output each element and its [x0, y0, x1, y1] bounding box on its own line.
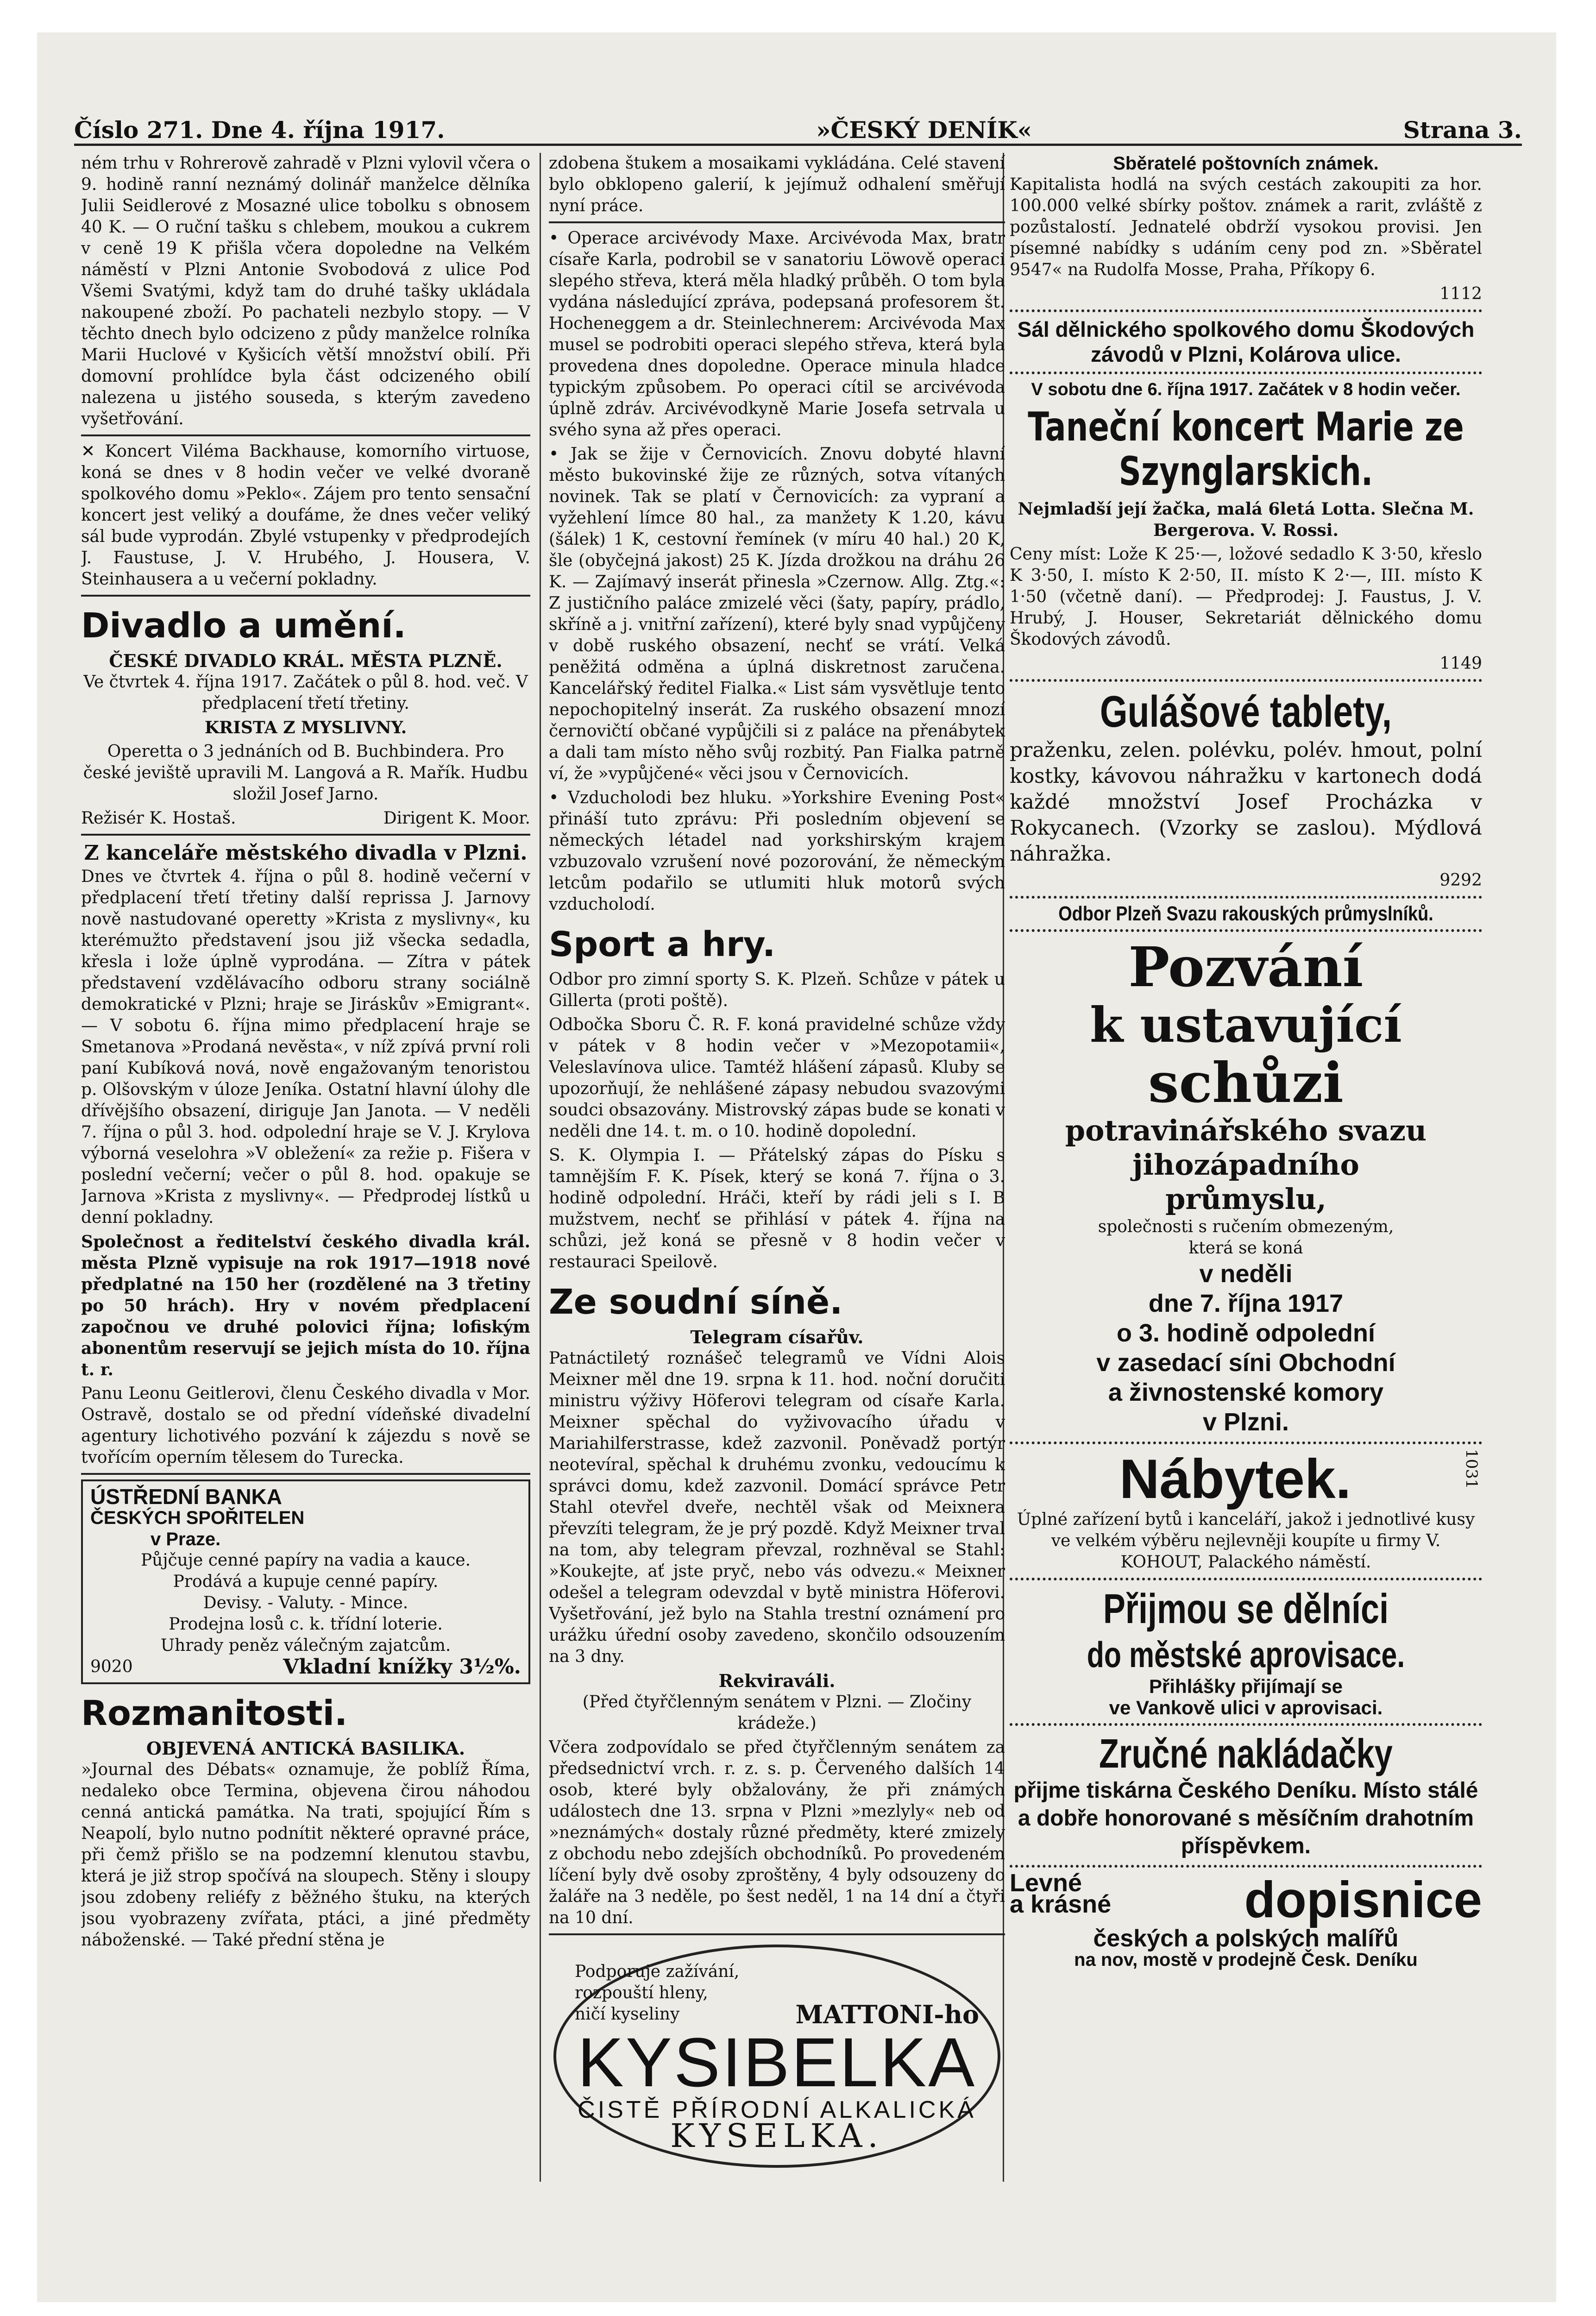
article-heading: Telegram císařův. — [690, 1327, 864, 1347]
bank-service-line: Devisy. - Valuty. - Mince. — [203, 1593, 408, 1612]
bank-service-line: Půjčuje cenné papíry na vadia a kauce. — [140, 1551, 471, 1570]
article-heading: OBJEVENÁ ANTICKÁ BASILIKA. — [146, 1738, 465, 1759]
theatre-name: ČESKÉ DIVADLO KRÁL. MĚSTA PLZNĚ. — [109, 650, 503, 671]
divider — [81, 595, 530, 597]
divider — [1010, 896, 1482, 899]
divider — [1010, 1723, 1482, 1726]
ad-bottom: KYSELKA. — [670, 2117, 884, 2155]
bank-city: v Praze. — [151, 1529, 221, 1549]
page-header — [74, 111, 1522, 146]
postcards-line: Levné — [1010, 1869, 1082, 1897]
column-1 — [81, 153, 530, 2176]
loaders-text: přijme tiskárna Českého Deníku. Místo stálé a dobře honorované s měsíčním drahotním příspěvkem. — [1013, 1778, 1478, 1858]
ad-claims — [575, 1961, 739, 2025]
divider — [81, 434, 530, 436]
concert-date: V sobotu dne 6. října 1917. Začátek v 8 hodin večer. — [1031, 380, 1461, 399]
article-text: • Operace arcivévody Maxe. Arcivévoda Max, bratr císaře Karla, podrobil se v sanatoriu Löwově operaci slepého střeva, která měla hladký průběh. O tom byla vydána následující zpráva, podepsaná profesorem št. Hocheneggem a dr. Steinlechnerem: Arcivévoda Max musel se podrobiti operaci slepého střeva, která byla provedena dnes dopoledne. Operace minula hladce typickým způsobem. Po operaci cítil se arcivévoda úplně zdráv. Arcivévodkyně Marie Josefa setrvala u svého syna až přes operaci. — [549, 229, 1005, 440]
article-text: Patnáctiletý roznášeč telegramů ve Vídni Alois Meixner měl dne 19. srpna k 11. hod. noční doručiti ministru výživy Höferovi telegram od císaře Karla. Meixner spěchal do vyživovacího úřadu v Mariahilferstrasse, kdež zazvonil. Poněvadž portýr neotevíral, spěchal k druhému zvonku, vedoucímu k správci domu, kdež zazvonil. Domácí správce Petr Stahl otevřel dveře, nechtěl však od Meixnera převzíti telegram, že je prý pozdě. Když Meixner trval na tom, aby telegram převzal, rozhněval se Stahl: »Koukejte, ať jste pryč, nebo vás odvezu.« Meixner odešel a telegram odevzdal v bytě ministra Höferovi. Vyšetřování, jež bylo na Stahla trestní oznámení pro urážku úřední osoby zavedeno, skončilo odsouzením na 3 dny. — [549, 1349, 1005, 1666]
column-3 — [1010, 153, 1482, 2176]
workers-title-2: do městské aprovisace. — [1087, 1634, 1405, 1675]
invitation-line: společnosti s ručením obmezeným, — [1098, 1217, 1394, 1236]
paper-title: »ČESKÝ DENÍK« — [816, 116, 1032, 144]
article-text: Panu Leonu Geitlerovi, členu Českého divadla v Mor. Ostravě, dostalo se od přední vídeňské divadelní agentury lichotivého pozvání k zájezdu s nově se tvořícím operním tělesem do Turecka. — [81, 1384, 530, 1467]
ad-number: 1149 — [1439, 654, 1482, 673]
ad-brand: MATTONI-ho — [795, 2000, 979, 2029]
column-rule — [540, 153, 541, 2182]
bank-footer — [90, 1656, 521, 1678]
bank-name-2: ČESKÝCH SPOŘITELEN — [90, 1508, 305, 1528]
workers-text: Přihlášky přijímají se — [1149, 1675, 1343, 1697]
issue-date: Číslo 271. Dne 4. října 1917. — [74, 116, 445, 144]
performance-info: Ve čtvrtek 4. října 1917. Začátek o půl 8. hod. več. V předplacení třetí třetiny. — [83, 673, 528, 713]
workers-title: Přijmou se dělníci — [1103, 1586, 1389, 1632]
credits-line — [81, 808, 530, 829]
bank-service-line: Prodává a kupuje cenné papíry. — [173, 1572, 439, 1591]
article-text: Dnes ve čtvrtek 4. října o půl 8. hodině večerní v předplacení třetí třetiny další reprissa J. Jarnovy nově nastudované operetty »Krista z myslivny«, ku kterémužto představení jsou již všecka sedadla, křesla i lože úplně vyprodána. — Zítra v pátek představení vzdělávacího odboru strany sociálně demokratické v Plzni; hraje se Jiráskův »Emigrant«. — V sobotu 6. října mimo předplacení hraje se Smetanova »Prodaná nevěsta«, v níž zpívá první roli paní Kubíková nová, nově engažovaným tenoristou p. Olšovským v úloze Jeníka. Ostatní hlavní úlohy dle dřívějšího obsazení, diriguje Jan Janota. — V neděli 7. října o půl 3. hod. odpolední hraje se V. J. Krylova výborná veselohra »V obležení« za režie p. Fišera v poslední večerní; večer o půl 8. hod. opakuje se Jarnova »Krista z myslivny«. — Předprodej lístků u denní pokladny. — [81, 867, 530, 1227]
section-heading: Ze soudní síně. — [549, 1282, 843, 1322]
bank-name: ÚSTŘEDNÍ BANKA — [90, 1485, 282, 1509]
ad-top — [575, 1961, 979, 2029]
invitation-line: Pozvání — [1128, 935, 1364, 999]
ad-number: 1112 — [1439, 284, 1482, 303]
ad-number: 9020 — [90, 1657, 133, 1676]
concert-title: Taneční koncert Marie ze Szynglarskich. — [1028, 404, 1464, 495]
invitation-line: schůzi — [1148, 1051, 1344, 1115]
invitation-line: a živnostenské komory — [1108, 1378, 1384, 1406]
invitation-line: jihozápadního — [1132, 1148, 1359, 1182]
hall-ad-title: Sál dělnického spolkového domu Škodových závodů v Plzni, Kolárova ulice. — [1017, 317, 1475, 366]
stamps-ad-text: Kapitalista hodlá na svých cestách zakoupiti za hor. 100.000 velké sbírky poštov. známek a rarit, zvláště z pozůstalostí. Jednatelé obdrží vysokou provisi. Jen písemné nabídky s udáním ceny pod zn. »Sběratel 9547« na Rudolfa Mosse, Praha, Příkopy 6. — [1010, 175, 1482, 279]
postcards-title: dopisnice — [1244, 1871, 1482, 1928]
article-text: Včera zodpovídalo se před čtyřčlenným senátem za předsednictví vrch. r. z. s. p. Červeného dalších 14 osob, které byly obžalovány, že při známých událostech dne 13. srpna v Plzni »mezlyly« neb od »neznámých« dostaly různé předměty, které zmizely z obchodu nebo zdejších obchodníků. Po provedeném líčení byly dvě osoby zproštěny, 4 byly odsouzeny do žaláře na 3 neděle, po šest neděl, 1 na 14 dní a čtyři na 10 dní. — [549, 1738, 1005, 1927]
article-text: zdobena štukem a mosaikami vykládána. Celé stavení bylo obklopeno galerií, k jejímuž odhalení směřují nyní práce. — [549, 154, 1005, 215]
divider — [1010, 679, 1482, 682]
invitation-ad — [1010, 937, 1482, 1437]
postcards-line: na nov, mostě v prodejně Česk. Deníku — [1074, 1950, 1418, 1970]
divider — [81, 1473, 530, 1475]
postcards-line: a krásné — [1010, 1890, 1112, 1918]
divider — [549, 1933, 1005, 1935]
divider — [1010, 929, 1482, 932]
bank-service-line: Uhrady peněz válečným zajatcům. — [160, 1636, 451, 1655]
ad-claim: Podporuje zažívání, — [575, 1962, 740, 1981]
director: Režisér K. Hostaš. — [81, 809, 236, 828]
section-heading: Sport a hry. — [549, 925, 776, 964]
furniture-title: Nábytek. — [1119, 1448, 1351, 1510]
invitation-line: o 3. hodině odpolední — [1117, 1319, 1375, 1347]
bank-service-line: Prodejna losů c. k. třídní loterie. — [169, 1615, 443, 1634]
section-heading: Divadlo a umění. — [81, 606, 406, 646]
workers-text-2: ve Vankově ulici v aprovisaci. — [1109, 1697, 1383, 1718]
article-text: • Jak se žije v Černovicích. Znovu dobyté hlavní město bukovinské žije ze různých, sotva vítaných novinek. Tak se platí v Černovicích: za vypraní a vyžehlení límce 80 hal., za manžety K 1.20, kávu (šálek) 1 K, cestovní řemínek (v míru 40 hal.) 20 K, šle (obyčejná jakost) 25 K. Jízda drožkou na dráhu 26 K. — Zajímavý inserát přinesla »Czernow. Allg. Ztg.«: Z justičního paláce zmizelé věci (šaty, papíry, prádlo, skříně a j. vnitřní zařízení), které byly snad vypůjčeny v době ruského obsazení, nechť se vrátí. Velká peněžitá odměna a úplná diskretnost zaručena. Kancelářský ředitel Fialka.« List sám vysvětluje tento nepochopitelný inserát. Za ruského obsazení mnozí černovičtí občané vypůjčili si z paláce na přenábytek a dali tam místo něho svůj rozbitý. Pan Fialka patrně ví, že »vypůjčené« věci jsou v Černovicích. — [549, 445, 1005, 783]
loaders-title: Zručné nakládačky — [1099, 1731, 1393, 1776]
subsection-heading: Z kanceláře městského divadla v Plzni. — [84, 841, 528, 865]
conductor: Dirigent K. Moor. — [383, 809, 530, 828]
article-text: Společnost a ředitelství českého divadla král. města Plzně vypisuje na rok 1917—1918 nové předplatné na 150 her (rozdělené na 3 třetiny po 50 hrách). Hry v novém předplacení započnou ve druhé polovici října; lofiským abonentům reservují se jejich místa do 10. října t. r. — [81, 1232, 530, 1379]
ad-subtitle: ČISTĚ PŘÍRODNÍ ALKALICKÁ — [578, 2096, 976, 2123]
invitation-line: potravinářského svazu — [1065, 1114, 1427, 1147]
play-title: KRISTA Z MYSLIVNY. — [204, 718, 407, 737]
article-text: Odbočka Sboru Č. R. F. koná pravidelné schůze vždy v pátek v 8 hodin večer v »Mezopotamii«, Veleslavínova ulice. Tamtéž hlášení zápasů. Kluby se upozorňují, že nehlášené zápasy nebudou svazovými soudci obsazovány. Mistrovský zápas bude se konati v neděli dne 14. t. m. o 10. hodině dopolední. — [549, 1015, 1005, 1141]
stamps-ad-title: Sběratelé poštovních známek. — [1113, 153, 1379, 174]
divider — [1010, 309, 1482, 312]
postcards-line: českých a polských malířů — [1093, 1925, 1399, 1952]
bank-services — [90, 1550, 521, 1656]
industry-title: Odbor Plzeň Svazu rakouských průmyslníků. — [1058, 902, 1433, 925]
article-text: »Journal des Débats« oznamuje, že poblíž Říma, nedaleko obce Termina, objevena čirou náhodou cenná antická památka. Na trati, spojující Řím s Neapolí, bylo nutno podnítit některé opravné práce, při čemž přišlo se na podzemní klenutou stavbu, která je již strop spočívá na sloupech. Stěny i sloupy jsou zdobeny reliéfy z běžného štuku, na kterých jsou vyobrazeny zvířata, ptáci, a jiné předměty náboženské. — Také přední stěna je — [81, 1760, 530, 1950]
article-subheading: (Před čtyřčlenným senátem v Plzni. — Zločiny krádeže.) — [582, 1693, 972, 1733]
ad-number: 1031 — [1462, 1449, 1481, 1489]
tablets-title: Gulášové tablety, — [1100, 687, 1392, 736]
page-number: Strana 3. — [1403, 116, 1522, 144]
concert-performers: Nejmladší její žačka, malá 6letá Lotta. Slečna M. Bergerova. V. Rossi. — [1018, 499, 1474, 540]
article-text: Odbor pro zimní sporty S. K. Plzeň. Schůze v pátek u Gillerta (proti poště). — [549, 970, 1005, 1010]
divider — [1010, 1441, 1482, 1444]
article-heading: Rekviraváli. — [718, 1670, 836, 1691]
bank-advertisement — [81, 1479, 530, 1684]
article-text: ném trhu v Rohrerově zahradě v Plzni vylovil včera o 9. hodině ranní neznámý dolinář manželce dělníka Julii Seidlerové z Mosazné ulice tobolku s obnosem 40 K. — O ruční tašku s chlebem, moukou a cukrem v ceně 19 K přišla včera dopoledne na Velkém náměstí v Plzni Antonie Svobodová z ulice Pod Všemi Svatými, když tam do druhé tašky ukládala nakoupené zboží. Po pachateli nezbylo stopy. — V těchto dnech bylo odcizeno z půdy manželce rolníka Marii Huclové v Kyšicích větší množství obilí. Při domovní prohlídce byla část odcizeného obilí nalezena u jistého souseda, s kterým zavedeno vyšetřování. — [81, 154, 530, 428]
article-text: • Vzducholodi bez hluku. »Yorkshire Evening Post« přináší tuto zprávu: Při posledním objevení se německých létadel nad yorkshirským krajem vzbuzovalo vzrušení nové pozorování, že německým letcům podařilo se utlumiti hluk motorů svých vzducholodí. — [549, 788, 1005, 914]
invitation-line: průmyslu, — [1165, 1182, 1326, 1216]
ad-product: KYSIBELKA — [577, 2023, 977, 2101]
postcards-left — [1010, 1869, 1112, 1928]
article-text: ✕ Koncert Viléma Backhause, komorního virtuose, koná se dnes v 8 hodin večer ve velké dvoraně spolkového domu »Peklo«. Zájem pro tento sensační koncert jest veliký a doufáme, že dnes večer veliký sál bude vyprodán. Zbylé vstupenky v předprodejích J. Faustuse, J. V. Hrubého, J. Housera, V. Steinhausera a u večerní pokladny. — [81, 442, 530, 589]
furniture-ad-header — [1010, 1449, 1482, 1509]
invitation-line: která se koná — [1188, 1239, 1303, 1258]
ad-claim: rozpouští hleny, — [575, 1983, 708, 2002]
invitation-line: v Plzni. — [1202, 1408, 1289, 1436]
divider — [549, 221, 1005, 223]
play-description: Operetta o 3 jednáních od B. Buchbindera. Pro české jeviště upravili M. Langová a R. Mařík. Hudbu složil Josef Jarno. — [83, 742, 528, 804]
postcards-ad — [1010, 1869, 1482, 1928]
article-text: S. K. Olympia I. — Přátelský zápas do Písku s tamnějším F. K. Písek, který se koná 7. října o 3. hodině odpolední. Hráči, kteří by rádi jeli s I. B mužstvem, nechť se přihlásí v pátek 4. října na schůzi, jež koná se přesně v 8 hodin večer v restauraci Speilově. — [549, 1146, 1005, 1271]
section-heading: Rozmanitosti. — [81, 1693, 348, 1733]
divider — [1010, 371, 1482, 374]
invitation-line: v neděli — [1199, 1260, 1293, 1288]
bank-books: Vkladní knížky 3½%. — [283, 1655, 521, 1679]
invitation-line: dne 7. října 1917 — [1148, 1290, 1344, 1317]
invitation-line: v zasedací síni Obchodní — [1096, 1349, 1395, 1377]
mattoni-advertisement — [553, 1945, 1000, 2168]
divider — [1010, 1578, 1482, 1580]
ad-number: 9292 — [1439, 871, 1482, 890]
concert-prices: Ceny míst: Lože K 25·—, ložové sedadlo K 3·50, křeslo K 3·50, I. místo K 2·50, II. místo K 2·—, III. místo K 1·50 (včetně daní). — Předprodej: J. Faustus, J. V. Hrubý, J. Houser, Sekretariát dělnického domu Škodových závodů. — [1010, 545, 1482, 649]
column-2 — [549, 153, 1005, 2176]
divider — [1010, 1865, 1482, 1868]
divider — [81, 834, 530, 836]
furniture-text: Úplné zařízení bytů i kanceláří, jakož i jednotlivé kusy ve velkém výběru nejlevněji koupíte u firmy V. KOHOUT, Palackého náměstí. — [1017, 1510, 1475, 1572]
tablets-text: praženku, zelen. polévku, polév. hmout, polní kostky, kávovou náhražku v kartonech dodá každé množství Josef Procházka v Rokycanech. (Vzorky se zaslou). Mýdlová náhražka. — [1010, 738, 1482, 866]
ad-claim: ničí kyseliny — [575, 2005, 680, 2024]
invitation-line: k ustavující — [1090, 996, 1402, 1053]
